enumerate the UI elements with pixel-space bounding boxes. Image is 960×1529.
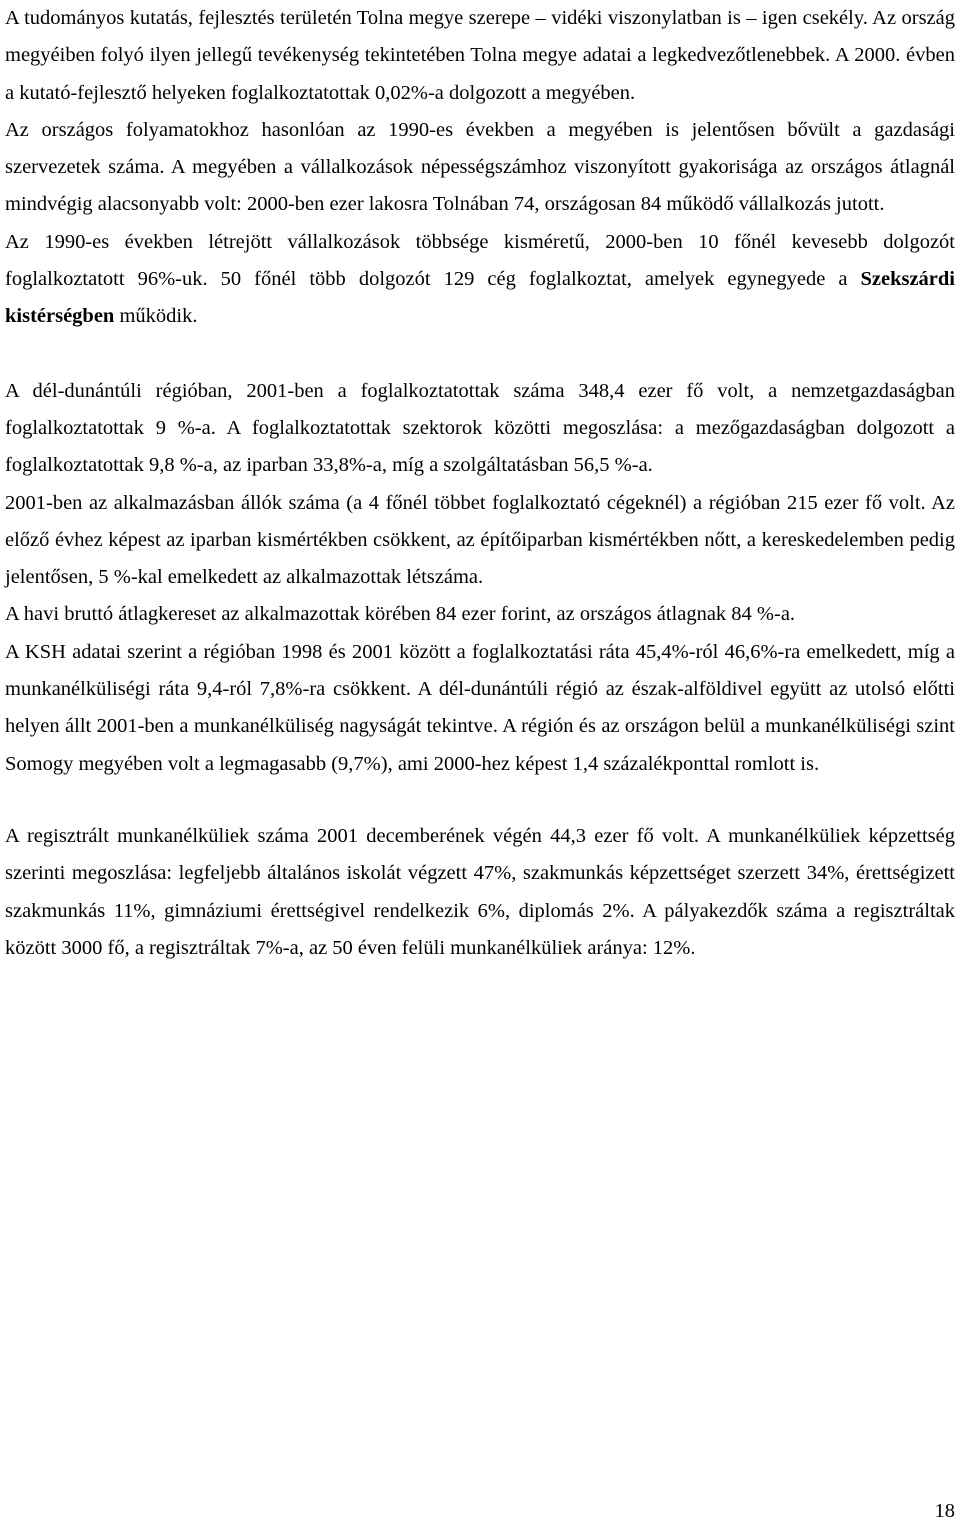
paragraph-registered-unemployed: A regisztrált munkanélküliek száma 2001 decemberének végén 44,3 ezer fő volt. A munkanélküliek képzettség szerinti megoszlása: legfeljebb általános iskolát végzett 47%, szakmunkás képzettséget szerzett 34%, érettségizett szakmunkás 11%, gimnáziumi érettségivel rendelkezik 6%, diplomás 2%. A pályakezdők száma a regisztráltak között 3000 fő, a regisztráltak 7%-a, az 50 éven felüli munkanélküliek aránya: 12%. bbox=[5, 824, 955, 959]
paragraph-ksh-rates: A KSH adatai szerint a régióban 1998 és 2001 között a foglalkoztatási ráta 45,4%-ról 46,6%-ra emelkedett, míg a munkanélküliségi ráta 9,4-ról 7,8%-ra csökkent. A dél-dunántúli régió az észak-alföldivel együtt az utolsó előtti helyen állt 2001-ben a munkanélküliség nagyságát tekintve. A régión és az országon belül a munkanélküliségi szint Somogy megyében volt a legmagasabb (9,7%), ami 2000-hez képest 1,4 százalékponttal romlott is. bbox=[5, 640, 955, 775]
paragraph-economic-organizations: Az országos folyamatokhoz hasonlóan az 1990-es években a megyében is jelentősen bővült a gazdasági szervezetek száma. A megyében a vállalkozások népességszámhoz viszonyított gyakorisága az országos átlagnál mindvégig alacsonyabb volt: 2000-ben ezer lakosra Tolnában 74, országosan 84 működő vállalkozás jutott. bbox=[5, 118, 955, 216]
paragraph-average-earnings: A havi bruttó átlagkereset az alkalmazottak körében 84 ezer forint, az országos átlagnak 84 %-a. bbox=[5, 603, 796, 626]
document-page bbox=[5, 0, 955, 967]
paragraph-enterprise-size bbox=[5, 224, 955, 336]
paragraph-research: A tudományos kutatás, fejlesztés területén Tolna megye szerepe – vidéki viszonylatban is – igen csekély. Az ország megyéiben folyó ilyen jellegű tevékenység tekintetében Tolna megye adatai a legkedvezőtlenebbek. A 2000. évben a kutató-fejlesztő helyeken foglalkoztatottak 0,02%-a dolgozott a megyében. bbox=[5, 7, 955, 104]
paragraph-regional-employment: A dél-dunántúli régióban, 2001-ben a foglalkoztatottak száma 348,4 ezer fő volt, a nemzetgazdaságban foglalkoztatottak 9 %-a. A foglalkoztatottak szektorok közötti megoszlása: a mezőgazdaságban dolgozott a foglalkoztatottak 9,8 %-a, az iparban 33,8%-a, míg a szolgáltatásban 56,5 %-a. bbox=[5, 379, 955, 477]
paragraph-employees-2001: 2001-ben az alkalmazásban állók száma (a 4 főnél többet foglalkoztató cégeknél) a régióban 215 ezer fő volt. Az előző évhez képest az iparban kismértékben csökkent, az építőiparban kismértékben nőtt, a kereskedelemben pedig jelentősen, 5 %-kal emelkedett az alkalmazottak létszáma. bbox=[5, 491, 955, 589]
paragraph-enterprise-size-text-end: működik. bbox=[114, 305, 198, 328]
paragraph-spacer bbox=[5, 783, 955, 818]
page-number: 18 bbox=[934, 1500, 955, 1522]
paragraph-spacer bbox=[5, 336, 955, 373]
paragraph-enterprise-size-text-start: Az 1990-es években létrejött vállalkozások többsége kisméretű, 2000-ben 10 főnél kevesebb dolgozót foglalkoztatott 96%-uk. 50 főnél több dolgozót 129 cég foglalkoztat, amelyek egynegyede a bbox=[5, 230, 955, 291]
szekszard-subregion-emphasis: Szekszárdi kistérségben bbox=[5, 268, 955, 328]
